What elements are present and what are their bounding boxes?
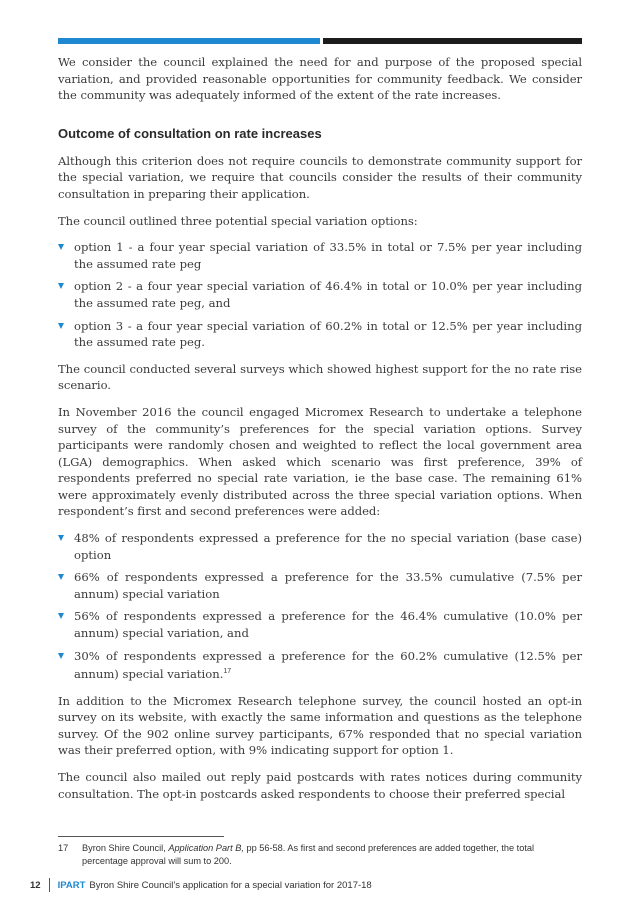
paragraph-intro: We consider the council explained the need for and purpose of the proposed special variation, and provided reasonable opportunities for community feedback. We consider the community was adequately informed of the extent of the rate increases. [58, 55, 582, 103]
list-item-text: option 2 - a four year special variation of 46.4% in total or 10.0% per year including the assumed rate peg, and [74, 279, 582, 310]
ipart-logo-text: IPART [57, 879, 86, 891]
list-item-text: option 3 - a four year special variation of 60.2% in total or 12.5% per year including the assumed rate peg. [74, 318, 582, 350]
list-item-text: 56% of respondents expressed a preference for the 46.4% cumulative (10.0% per annum) special variation, and [74, 609, 582, 641]
page-number: 12 [30, 879, 41, 891]
triangle-bullet-icon [58, 574, 64, 580]
footnote-reference[interactable]: 17 [223, 668, 232, 676]
options-list [58, 239, 582, 351]
footer-title: Byron Shire Council’s application for a special variation for 2017-18 [89, 879, 372, 891]
triangle-bullet-icon [58, 535, 64, 541]
footnote-rest: pp 56-58. As first and second preferences are added together, the total percentage approval will sum to 200. [82, 843, 535, 866]
footnote-text [82, 842, 582, 867]
list-item [58, 648, 582, 683]
paragraph-options-intro: The council outlined three potential special variation options: [58, 213, 418, 228]
paragraph-postcards: The council also mailed out reply paid postcards with rates notices during community consultation. The opt-in postcards asked respondents to choose their preferred special [58, 770, 582, 801]
preferences-list [58, 530, 582, 683]
footnote-title: Application Part B, [168, 843, 244, 853]
list-item [58, 318, 582, 351]
footnote-number: 17 [58, 843, 69, 853]
list-item-text: 48% of respondents expressed a preference for the no special variation (base case) option [74, 531, 582, 562]
footer-divider [49, 878, 50, 892]
page-content [58, 54, 582, 812]
list-item [58, 278, 582, 311]
list-item-text: option 1 - a four year special variation of 33.5% in total or 7.5% per year including the assumed rate peg [74, 240, 582, 271]
triangle-bullet-icon [58, 244, 64, 250]
triangle-bullet-icon [58, 613, 64, 619]
list-item [58, 239, 582, 272]
header-bar-black [323, 38, 582, 44]
list-item-text: 30% of respondents expressed a preference for the 60.2% cumulative (12.5% per annum) special variation. [74, 648, 582, 682]
list-item [58, 569, 582, 602]
triangle-bullet-icon [58, 323, 64, 329]
paragraph-micromex: In November 2016 the council engaged Micromex Research to undertake a telephone survey of the community’s preferences for the special variation options. Survey participants were randomly chosen and weighted to reflect the local government area (LGA) demographics. When asked which scenario was first preference, 39% of respondents preferred no special rate variation, ie the base case. The remaining 61% were approximately evenly distributed across the three special variation options. When respondent’s first and second preferences were added: [58, 404, 582, 519]
paragraph-opt-in-survey: In addition to the Micromex Research telephone survey, the council hosted an opt-in survey on its website, with exactly the same information and questions as the telephone survey. Of the 902 online survey participants, 67% responded that no special variation was their preferred option, with 9% indicating support for option 1. [58, 693, 582, 758]
list-item-text: 66% of respondents expressed a preference for the 33.5% cumulative (7.5% per annum) special variation [74, 570, 582, 601]
footnote-divider [58, 836, 224, 837]
triangle-bullet-icon [58, 283, 64, 289]
header-bars [58, 38, 582, 44]
header-bar-blue [58, 38, 320, 44]
page-footer [30, 878, 372, 892]
section-heading: Outcome of consultation on rate increases [58, 125, 322, 141]
paragraph-surveys: The council conducted several surveys which showed highest support for the no rate rise scenario. [58, 361, 582, 393]
triangle-bullet-icon [58, 653, 64, 659]
list-item [58, 530, 582, 563]
list-item [58, 608, 582, 641]
paragraph-criterion: Although this criterion does not require councils to demonstrate community support for the special variation, we require that councils consider the results of their community consultation in preparing their application. [58, 153, 582, 201]
footnote-source: Byron Shire Council, [82, 843, 166, 853]
footnote [58, 842, 582, 867]
